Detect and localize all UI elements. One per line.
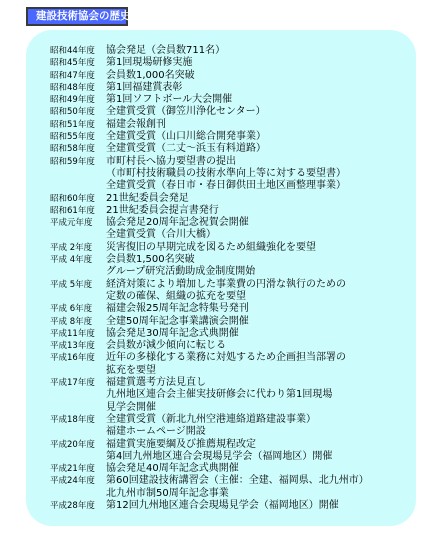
history-year: 昭和51年度	[50, 119, 95, 130]
history-event	[106, 45, 225, 57]
history-event-line: 協会発足（会員数711名）	[106, 45, 226, 56]
history-event-line: 会員数が減少傾向に転じる	[106, 340, 226, 352]
history-row	[50, 57, 410, 69]
history-year: 平成元年度	[50, 218, 93, 229]
history-event	[106, 131, 266, 143]
history-event-line: グループ研究活動助成金制度開始	[106, 266, 256, 278]
history-row	[50, 217, 410, 242]
history-event	[106, 242, 316, 254]
history-event-line: 会員数1,000名突破	[106, 69, 195, 81]
history-event	[106, 303, 249, 315]
history-row	[50, 119, 410, 131]
history-row	[50, 316, 410, 328]
history-event-line: 福建会報創刊	[106, 118, 166, 130]
history-event	[106, 119, 166, 131]
history-year: 平成21年度	[50, 464, 95, 475]
history-row	[50, 463, 410, 475]
history-row	[50, 193, 410, 205]
history-year: 昭和44年度	[50, 46, 95, 56]
history-year: 平成18年度	[50, 414, 95, 425]
history-year: 平成 2年度	[50, 242, 93, 253]
history-event-line: 第4回九州地区連合会現場見学会（福岡地区）開催	[106, 450, 333, 462]
history-event-line: 全建賞受賞（二丈〜浜玉有料道路）	[106, 143, 266, 155]
history-row	[50, 156, 410, 193]
history-row	[50, 254, 410, 279]
page-title: 建設技術協会の歴史	[26, 7, 128, 26]
history-event	[106, 279, 346, 304]
history-event	[106, 57, 192, 69]
history-event	[106, 475, 369, 500]
history-row	[50, 131, 410, 143]
history-event-line: 21世紀委員会発足	[106, 192, 189, 204]
history-event	[106, 500, 339, 512]
history-event-line: 市町村長へ協力要望書の提出	[106, 155, 236, 167]
history-row	[50, 143, 410, 155]
history-list	[50, 45, 410, 512]
history-row	[50, 439, 410, 464]
history-event-line: 福建賞選考方法見直し	[106, 377, 206, 389]
history-year: 昭和55年度	[50, 132, 95, 143]
history-event	[106, 463, 239, 475]
history-event	[106, 316, 249, 328]
history-row	[50, 414, 410, 439]
history-row	[50, 279, 410, 304]
history-year: 昭和59年度	[50, 156, 95, 167]
history-year: 平成 8年度	[50, 316, 93, 327]
history-row	[50, 205, 410, 217]
history-row	[50, 475, 410, 500]
history-event-line: 全建賞受賞（新北九州空港連絡道路建設事業）	[106, 413, 316, 425]
history-event-line: 第60回建設技術講習会（主催：全建、福岡県、北九州市）	[106, 475, 369, 487]
history-event-line: 会員数1,500名突破	[106, 254, 195, 266]
history-event	[106, 70, 195, 82]
history-row	[50, 303, 410, 315]
history-event-line: 近年の多様化する業務に対処するため企画担当部署の	[106, 352, 346, 364]
history-row	[50, 377, 410, 414]
history-event-line: （市町村技術職員の技術水準向上等に対する要望書）	[106, 167, 346, 179]
history-row	[50, 328, 410, 340]
history-event	[106, 106, 266, 118]
history-year: 昭和58年度	[50, 144, 95, 155]
history-row	[50, 352, 410, 377]
history-event-line: 福建ホームページ開設	[106, 426, 206, 438]
history-year: 昭和48年度	[50, 82, 95, 93]
history-year: 平成11年度	[50, 328, 95, 339]
history-row	[50, 340, 410, 352]
history-event-line: 第1回福建賞表彰	[106, 81, 183, 93]
history-event	[106, 205, 219, 217]
history-event	[106, 439, 332, 464]
history-year: 平成16年度	[50, 353, 95, 364]
history-year: 昭和45年度	[50, 58, 95, 69]
history-event-line: 全建賞受賞（春日市・春日御供田土地区画整理事業）	[106, 180, 346, 192]
history-year: 平成28年度	[50, 500, 95, 511]
history-row	[50, 242, 410, 254]
history-year: 昭和49年度	[50, 95, 95, 106]
history-event-line: 第12回九州地区連合会現場見学会（福岡地区）開催	[106, 499, 339, 511]
history-event-line: 福建賞実施要綱及び推薦規程改定	[106, 438, 256, 450]
history-event	[106, 414, 316, 439]
history-event-line: 全建賞受賞（山口川総合開発事業）	[106, 131, 266, 143]
history-row	[50, 45, 410, 57]
history-event-line: 協会発足40周年記念式典開催	[106, 463, 239, 475]
history-event-line: 21世紀委員会提言書発行	[106, 204, 219, 216]
history-event-line: 協会発足20周年記念祝賀会開催	[106, 217, 249, 229]
history-event-line: 見学会開催	[106, 401, 156, 413]
history-event-line: 福建会報25周年記念特集号発刊	[106, 303, 249, 315]
history-year: 昭和61年度	[50, 205, 95, 216]
history-event-line: 経済対策により増加した事業費の円滑な執行のための	[106, 278, 346, 290]
history-event-line: 定数の確保、組織の拡充を要望	[106, 290, 246, 302]
history-event-line: 協会発足30周年記念式典開催	[106, 327, 239, 339]
history-event	[106, 340, 226, 352]
history-event-line: 第1回現場研修実施	[106, 57, 193, 69]
history-event	[106, 352, 346, 377]
history-event-line: 九州地区連合会主催実技研修会に代わり第1回現場	[106, 389, 333, 401]
history-event-line: 第1回ソフトボール大会開催	[106, 94, 233, 106]
history-year: 平成24年度	[50, 476, 95, 487]
history-event	[106, 143, 266, 155]
history-year: 平成13年度	[50, 341, 95, 352]
history-event-line: 拡充を要望	[106, 364, 156, 376]
history-event	[106, 156, 346, 193]
history-event-line: 全建賞受賞（御笠川浄化センター）	[106, 106, 266, 118]
history-event	[106, 377, 332, 414]
history-row	[50, 94, 410, 106]
history-year: 昭和60年度	[50, 193, 95, 204]
history-event	[106, 94, 232, 106]
history-event	[106, 217, 249, 242]
history-year: 平成 4年度	[50, 255, 93, 266]
history-row	[50, 70, 410, 82]
history-year: 昭和50年度	[50, 107, 95, 118]
history-year: 平成 5年度	[50, 279, 93, 290]
history-year: 昭和47年度	[50, 70, 95, 81]
history-event-line: 全建50周年記念事業講演会開催	[106, 315, 249, 327]
history-row	[50, 82, 410, 94]
history-row	[50, 106, 410, 118]
history-event	[106, 254, 255, 279]
history-event	[106, 193, 189, 205]
history-year: 平成20年度	[50, 439, 95, 450]
history-event-line: 北九州市制50周年記念事業	[106, 487, 229, 499]
history-row	[50, 500, 410, 512]
history-event	[106, 328, 239, 340]
history-event-line: 災害復旧の早期完成を図るため組織強化を要望	[106, 241, 316, 253]
history-year: 平成 6年度	[50, 304, 93, 315]
history-year: 平成17年度	[50, 378, 95, 389]
history-event-line: 全建賞受賞（合川大橋）	[106, 229, 216, 241]
history-event	[106, 82, 182, 94]
